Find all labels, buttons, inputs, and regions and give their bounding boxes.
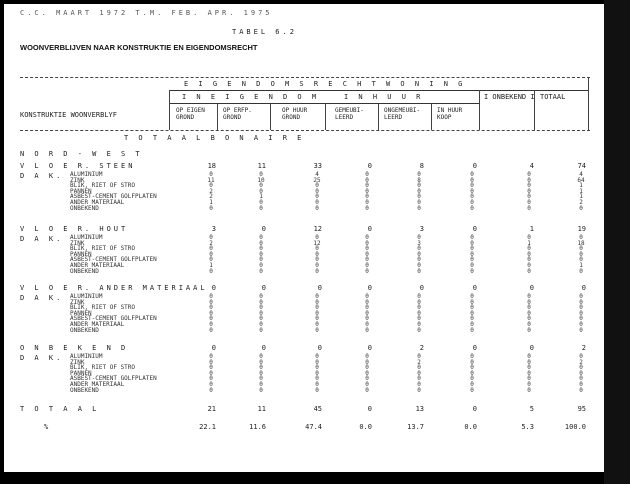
block-total-value: 0 [367,284,372,292]
roof-material-values: 0 0 0 0 0 0 0 [365,293,369,334]
roof-material-values: 0 12 0 0 0 0 0 [313,234,321,275]
roof-material-values: 0 0 0 0 0 0 0 [470,171,474,212]
block-total-value: 0 [472,344,477,352]
stamp-line: C.C. MAART 1972 T.M. FEB. APR. 1975 [20,9,273,17]
rule-group [169,90,589,91]
roof-label: D A K. [20,354,64,362]
roof-material-values: 0 0 0 0 0 0 0 [209,353,213,394]
col-op-huur-grond: OP HUUR GROND [282,107,308,121]
vline [325,104,326,130]
total-value: 21 [207,405,216,413]
block-total-value: 0 [419,284,424,292]
roof-material-values: 0 0 0 0 0 0 0 [527,353,531,394]
total-value: 5 [529,405,534,413]
roof-material-list: ALUMINIUM ZINK BLIK, RIET OF STRO PANNEN ASBEST-CEMENT GOLFPLATEN ANDER MATERIAAL ONBEKEND [70,353,157,394]
block-total-value: 0 [472,225,477,233]
roof-material-values: 0 3 0 0 0 0 0 [417,234,421,275]
roof-material-values: 0 0 0 0 0 0 0 [259,234,263,275]
col-gemeubileerd: GEMEUBI- LEERD [335,107,364,121]
rule-sub [169,103,479,104]
block-total-value: 0 [367,162,372,170]
roof-material-values: 0 0 0 0 0 0 0 [527,293,531,334]
roof-material-list: ALUMINIUM ZINK BLIK, RIET OF STRO PANNEN ASBEST-CEMENT GOLFPLATEN ANDER MATERIAAL ONBEKEND [70,171,157,212]
block-total-value: 0 [211,344,216,352]
block-total-value: 3 [419,225,424,233]
total-value: 95 [577,405,586,413]
roof-material-values: 0 0 0 0 0 0 0 [259,293,263,334]
roof-material-values: 0 0 0 0 0 0 0 [470,234,474,275]
block-total-value: 0 [261,225,266,233]
vline [378,104,379,130]
roof-label: D A K. [20,172,64,180]
percent-value: 0.0 [359,423,372,431]
percent-value: 13.7 [407,423,424,431]
roof-material-values: 0 0 0 0 0 0 0 [209,293,213,334]
percent-value: 47.4 [305,423,322,431]
roof-material-list: ALUMINIUM ZINK BLIK, RIET OF STRO PANNEN ASBEST-CEMENT GOLFPLATEN ANDER MATERIAAL ONBEKEND [70,293,157,334]
block-total-value: 4 [529,162,534,170]
col-totaal: TOTAAL [540,93,566,101]
municipality: N O R D - W E S T [20,150,143,158]
block-total-value: 0 [211,284,216,292]
block-total-value: 19 [577,225,586,233]
vline [217,104,218,130]
block-total-value: 2 [581,344,586,352]
percent-label: % [44,423,49,431]
block-total-value: 0 [261,284,266,292]
rule-header-bottom [20,130,590,131]
col-op-eigen-grond: OP EIGEN GROND [176,107,205,121]
roof-label: D A K. [20,294,64,302]
block-total-value: 0 [261,344,266,352]
col-ongemeubileerd: ONGEMEUBI- LEERD [384,107,421,121]
percent-value: 22.1 [199,423,216,431]
total-value: 13 [415,405,424,413]
roof-material-values: 0 0 0 0 0 0 0 [579,293,583,334]
block-total-value: 1 [529,225,534,233]
vline [588,77,589,130]
percent-value: 100.0 [564,423,586,431]
roof-material-values: 0 0 0 0 0 0 0 [470,293,474,334]
scanner-edge [604,0,630,484]
wall-type-label: V L O E R. STEEN [20,162,136,170]
col-in-huurkoop: IN HUUR KOOP [437,107,463,121]
block-total-value: 0 [472,162,477,170]
vline [534,90,535,130]
block-total-value: 18 [207,162,216,170]
block-total-value: 2 [419,344,424,352]
roof-material-values: 0 0 0 0 0 0 0 [315,293,319,334]
block-total-value: 74 [577,162,586,170]
col-onbekend: I ONBEKEND I [484,93,535,101]
total-value: 11 [257,405,266,413]
roof-material-values: 0 1 0 0 0 0 0 [527,234,531,275]
wall-type-label: V L O E R. ANDER MATERIAAL [20,284,208,292]
vline [479,90,480,130]
col-op-erfpacht-grond: OP ERFP. GROND [223,107,252,121]
roof-material-values: 0 0 0 0 0 0 0 [315,353,319,394]
percent-value: 0.0 [464,423,477,431]
block-total-value: 12 [313,225,322,233]
block-total-value: 33 [313,162,322,170]
subgroup-huur: I N H U U R [344,93,424,101]
total-label: T O T A A L [20,405,100,413]
block-total-value: 0 [367,225,372,233]
roof-material-values: 0 2 0 0 0 0 0 [417,353,421,394]
document-title: WOONVERBLIJVEN NAAR KONSTRUKTIE EN EIGENDOMSRECHT [20,43,258,52]
section-title: T O T A A L B O N A I R E [124,134,305,142]
percent-value: 11.6 [249,423,266,431]
roof-material-values: 4 64 1 1 1 2 0 [577,171,585,212]
block-total-value: 8 [419,162,424,170]
roof-material-values: 0 18 0 0 0 1 0 [577,234,585,275]
table-number: TABEL 6.2 [232,28,297,36]
roof-material-values: 0 2 0 0 0 1 0 [209,234,213,275]
total-value: 0 [472,405,477,413]
block-total-value: 0 [317,344,322,352]
block-total-value: 0 [529,344,534,352]
roof-material-values: 0 0 0 0 0 0 0 [259,353,263,394]
percent-value: 5.3 [521,423,534,431]
rule-top [20,77,590,78]
roof-label: D A K. [20,235,64,243]
block-total-value: 0 [317,284,322,292]
vline [169,90,170,130]
row-header-label: KONSTRUKTIE WOONVERBLYF [20,111,117,119]
document-page [4,4,604,472]
block-total-value: 0 [529,284,534,292]
roof-material-values: 0 0 0 0 0 0 0 [417,293,421,334]
wall-type-label: O N B E K E N D [20,344,129,352]
roof-material-values: 0 0 0 0 0 0 0 [365,353,369,394]
block-total-value: 11 [257,162,266,170]
roof-material-values: 0 0 0 0 0 0 0 [365,171,369,212]
subgroup-eigendom: I N E I G E N D O M [182,93,320,101]
block-total-value: 0 [581,284,586,292]
roof-material-list: ALUMINIUM ZINK BLIK, RIET OF STRO PANNEN ASBEST-CEMENT GOLFPLATEN ANDER MATERIAAL ONBEKEND [70,234,157,275]
roof-material-values: 0 10 0 0 1 0 0 [257,171,265,212]
block-total-value: 3 [211,225,216,233]
vline [431,104,432,130]
total-value: 45 [313,405,322,413]
block-total-value: 0 [367,344,372,352]
roof-material-values: 0 2 0 0 0 0 0 [579,353,583,394]
block-total-value: 0 [472,284,477,292]
group-header-eigendomsrecht: E I G E N D O M S R E C H T W O N I N G [184,80,466,88]
total-value: 0 [367,405,372,413]
roof-material-values: 0 11 0 2 2 1 0 [207,171,215,212]
roof-material-values: 4 25 0 0 0 0 0 [313,171,321,212]
roof-material-values: 0 0 0 0 0 0 0 [470,353,474,394]
roof-material-values: 0 0 0 0 0 0 0 [527,171,531,212]
vline [270,104,271,130]
wall-type-label: V L O E R. HOUT [20,225,129,233]
roof-material-values: 0 0 0 0 0 0 0 [365,234,369,275]
roof-material-values: 0 8 0 0 0 0 0 [417,171,421,212]
